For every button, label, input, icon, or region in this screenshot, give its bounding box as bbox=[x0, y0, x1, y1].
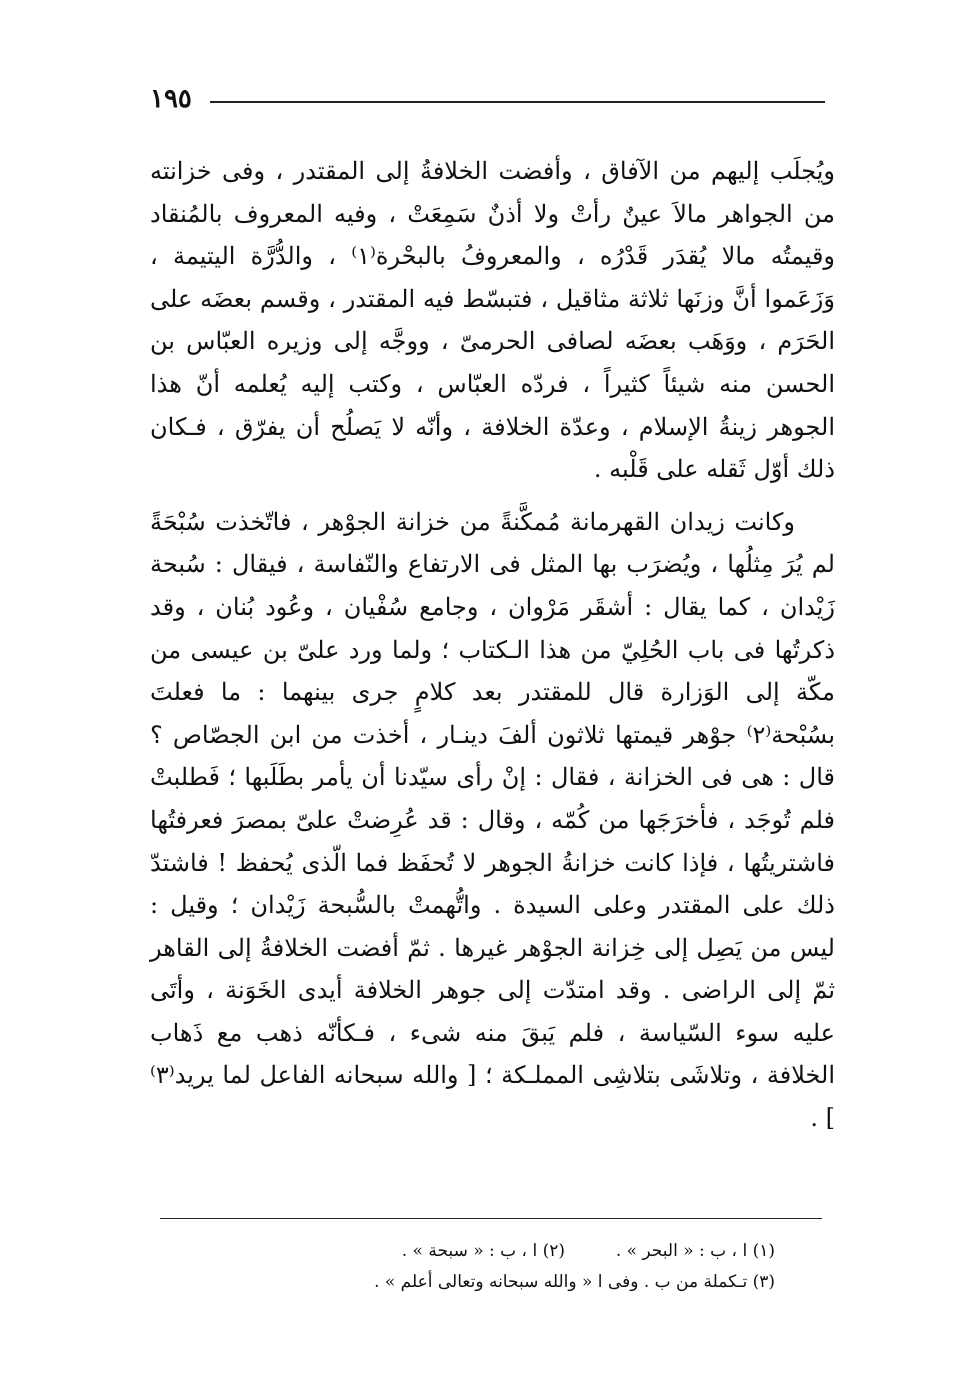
main-text bbox=[150, 150, 835, 1140]
page-header bbox=[150, 84, 825, 120]
footnote-row bbox=[160, 1236, 775, 1267]
footnotes bbox=[160, 1236, 775, 1298]
footnote-1: (١) ا ، ب : « البحر » . bbox=[615, 1241, 775, 1261]
footnote-divider bbox=[160, 1218, 822, 1219]
paragraph: وكانت زيدان القهرمانة مُمكَّنةً من خزانة الجوْهر ، فاتّخذت سُبْحَةً لم يُرَ مِثلُها ، ويُضرَب بها المثل فى الارتفاع والنّفاسة ، فيقال : سُبحة زَيْدان ، كما يقال : أشقَر مَرْوان ، وجامع سُفْيان ، وعُود بُنان ، وقد ذكرتُها فى باب الحُلِيّ من هذا الـكتاب ؛ ولما ورد علىّ بن عيسى من مكّة إلى الوَزارة قال للمقتدر بعد كلامٍ جرى بينهما : ما فعلتَ بسُبْحة⁽٢⁾ جوْهر قيمتها ثلاثون ألفَ دينـار ، أخذت من ابن الجصّاص ؟ قال : هى فى الخزانة ، فقال : إنْ رأى سيّدنا أن يأمر بطَلَبها ؛ فَطلبتْ فلم تُوجَد ، فأخرَجَها من كُمّه ، وقال : قد عُرِضتْ علىّ بمصرَ فعرفتُها فاشتريتُها ، فإذا كانت خزانةُ الجوهر لا تُحفَظ فما الّذى يُحفظ ! فاشتدّ ذلك على المقتدر وعلى السيدة . واتُّهمتْ بالسُّبحة زَيْدان ؛ وقيل : ليس من يَصِل إلى خِزانة الجوْهر غيرها . ثمّ أفضت الخلافةُ إلى القاهر ثمّ إلى الراضى . وقد امتدّت إلى جوهر الخلافة أيدى الخَوَنة ، وأتَى عليه سوء السّياسة ، فلم يَبقَ منه شىء ، فـكأنّه ذهب مع ذَهاب الخلافة ، وتلاشَى بتلاشِى المملـكة ؛ [ والله سبحانه الفاعل لما يريد⁽٣⁾ ] . bbox=[150, 507, 835, 1133]
page-number: ١٩٥ bbox=[150, 84, 192, 114]
header-rule bbox=[210, 101, 825, 103]
footnote-row bbox=[160, 1267, 775, 1298]
footnote-3: (٣) تـكملة من ب . وفى ا « والله سبحانه وتعالى أعلم » . bbox=[374, 1272, 775, 1292]
footnote-2: (٢) ا ، ب : « سبحة » . bbox=[401, 1241, 565, 1261]
paragraph: ويُجلَب إليهم من الآفاق ، وأفضت الخلافةُ إلى المقتدر ، وفى خزانته من الجواهر مالاَ عينٌ رأتْ ولا أذنٌ سَمِعَتْ ، وفيه المعروف بالمُنقاد وقيمتُه مالا يُقدَر قَدْرُه ، والمعروفُ بالبحْرة⁽١⁾ ، والدُّرَّة اليتيمة ، وَزَعَموا أنَّ وزنَها ثلاثة مثاقيل ، فتبسّط فيه المقتدر ، وقسم بعضَه على الحَرَم ، ووَهَب بعضَه لصافى الحرمىّ ، ووجَّه إلى وزيره العبّاس بن الحسن منه شيئاً كثيراً ، فردّه العبّاس ، وكتب إليه يُعلمه أنّ هذا الجوهر زينةُ الإسلام ، وعدّة الخلافة ، وأنّه لا يَصلُح أن يفرّق ، فـكان ذلك أوّل ثَقله على قَلْبه . bbox=[150, 157, 836, 484]
